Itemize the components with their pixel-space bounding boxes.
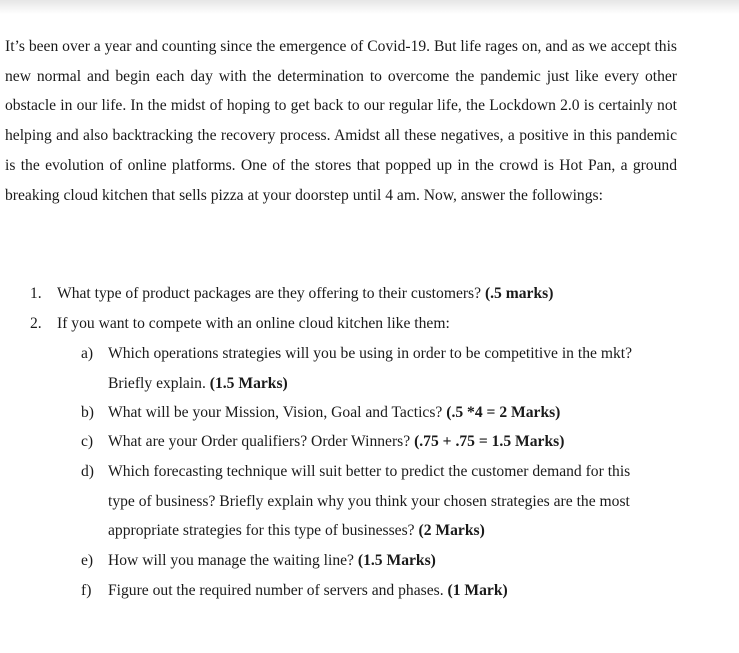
- subquestion-body: What are your Order qualifiers? Order Winners?: [108, 433, 411, 450]
- subquestion-c: [0, 427, 739, 457]
- subquestion-letter: d): [81, 463, 94, 480]
- question-marks: (.5 marks): [484, 285, 554, 302]
- subquestion-body: appropriate strategies for this type of businesses?: [108, 522, 415, 540]
- subquestion-marks: (1 Mark): [447, 582, 508, 599]
- subquestion-body: How will you manage the waiting line?: [108, 552, 354, 569]
- subquestion-f: [0, 576, 739, 606]
- subquestion-line: [108, 516, 683, 546]
- subquestion-body: What will be your Mission, Vision, Goal and Tactics?: [108, 404, 443, 421]
- subquestion-marks: (1.5 Marks): [209, 374, 288, 392]
- subquestion-letter: e): [81, 552, 94, 569]
- question-text: [57, 279, 553, 309]
- subquestion-letter: a): [81, 345, 94, 362]
- question-body: What type of product packages are they offering to their customers?: [57, 285, 482, 302]
- subquestion-line: [108, 576, 683, 606]
- subquestion-e: [0, 546, 739, 576]
- subquestion-marks: (.75 + .75 = 1.5 Marks): [414, 433, 565, 450]
- subquestion-line: [108, 427, 683, 457]
- subquestion-body: Briefly explain.: [108, 374, 206, 392]
- subquestion-line: [108, 398, 683, 428]
- question-1: [0, 279, 739, 309]
- intro-paragraph: It’s been over a year and counting since the emergence of Covid-19. But life rages on, and as we accept this new normal and begin each day with the determination to overcome the pandemic just like every other obstacle in our life. In the midst of hoping to get back to our regular life, the Lockdown 2.0 is certainly not helping and also backtracking the recovery process. Amidst all these negatives, a positive in this pandemic is the evolution of online platforms. One of the stores that popped up in the crowd is Hot Pan, a ground breaking cloud kitchen that sells pizza at your doorstep until 4 am. Now, answer the followings:: [5, 38, 677, 204]
- subquestion-line: [108, 546, 683, 576]
- subquestion-line: [108, 369, 683, 399]
- top-shadow: [0, 0, 739, 14]
- subquestion-marks: (2 Marks): [418, 522, 485, 540]
- subquestion-a: [0, 339, 739, 399]
- question-number: 1.: [30, 285, 42, 302]
- question-number: 2.: [30, 315, 42, 332]
- subquestion-line: Which operations strategies will you be using in order to be competitive in the mkt?: [108, 345, 632, 362]
- subquestion-letter: f): [81, 582, 92, 599]
- subquestion-marks: (1.5 Marks): [357, 552, 436, 569]
- subquestion-line: type of business? Briefly explain why you think your chosen strategies are the most: [108, 492, 630, 510]
- subquestion-line: Which forecasting technique will suit better to predict the customer demand for this: [108, 463, 631, 480]
- subquestion-body: Figure out the required number of servers and phases.: [108, 582, 444, 599]
- subquestion-b: [0, 398, 739, 428]
- subquestion-letter: c): [81, 433, 94, 450]
- subquestion-letter: b): [81, 404, 94, 421]
- question-2: [0, 309, 739, 339]
- subquestion-marks: (.5 *4 = 2 Marks): [446, 404, 561, 421]
- subquestion-d: [0, 457, 739, 547]
- question-text: If you want to compete with an online cloud kitchen like them:: [57, 315, 450, 332]
